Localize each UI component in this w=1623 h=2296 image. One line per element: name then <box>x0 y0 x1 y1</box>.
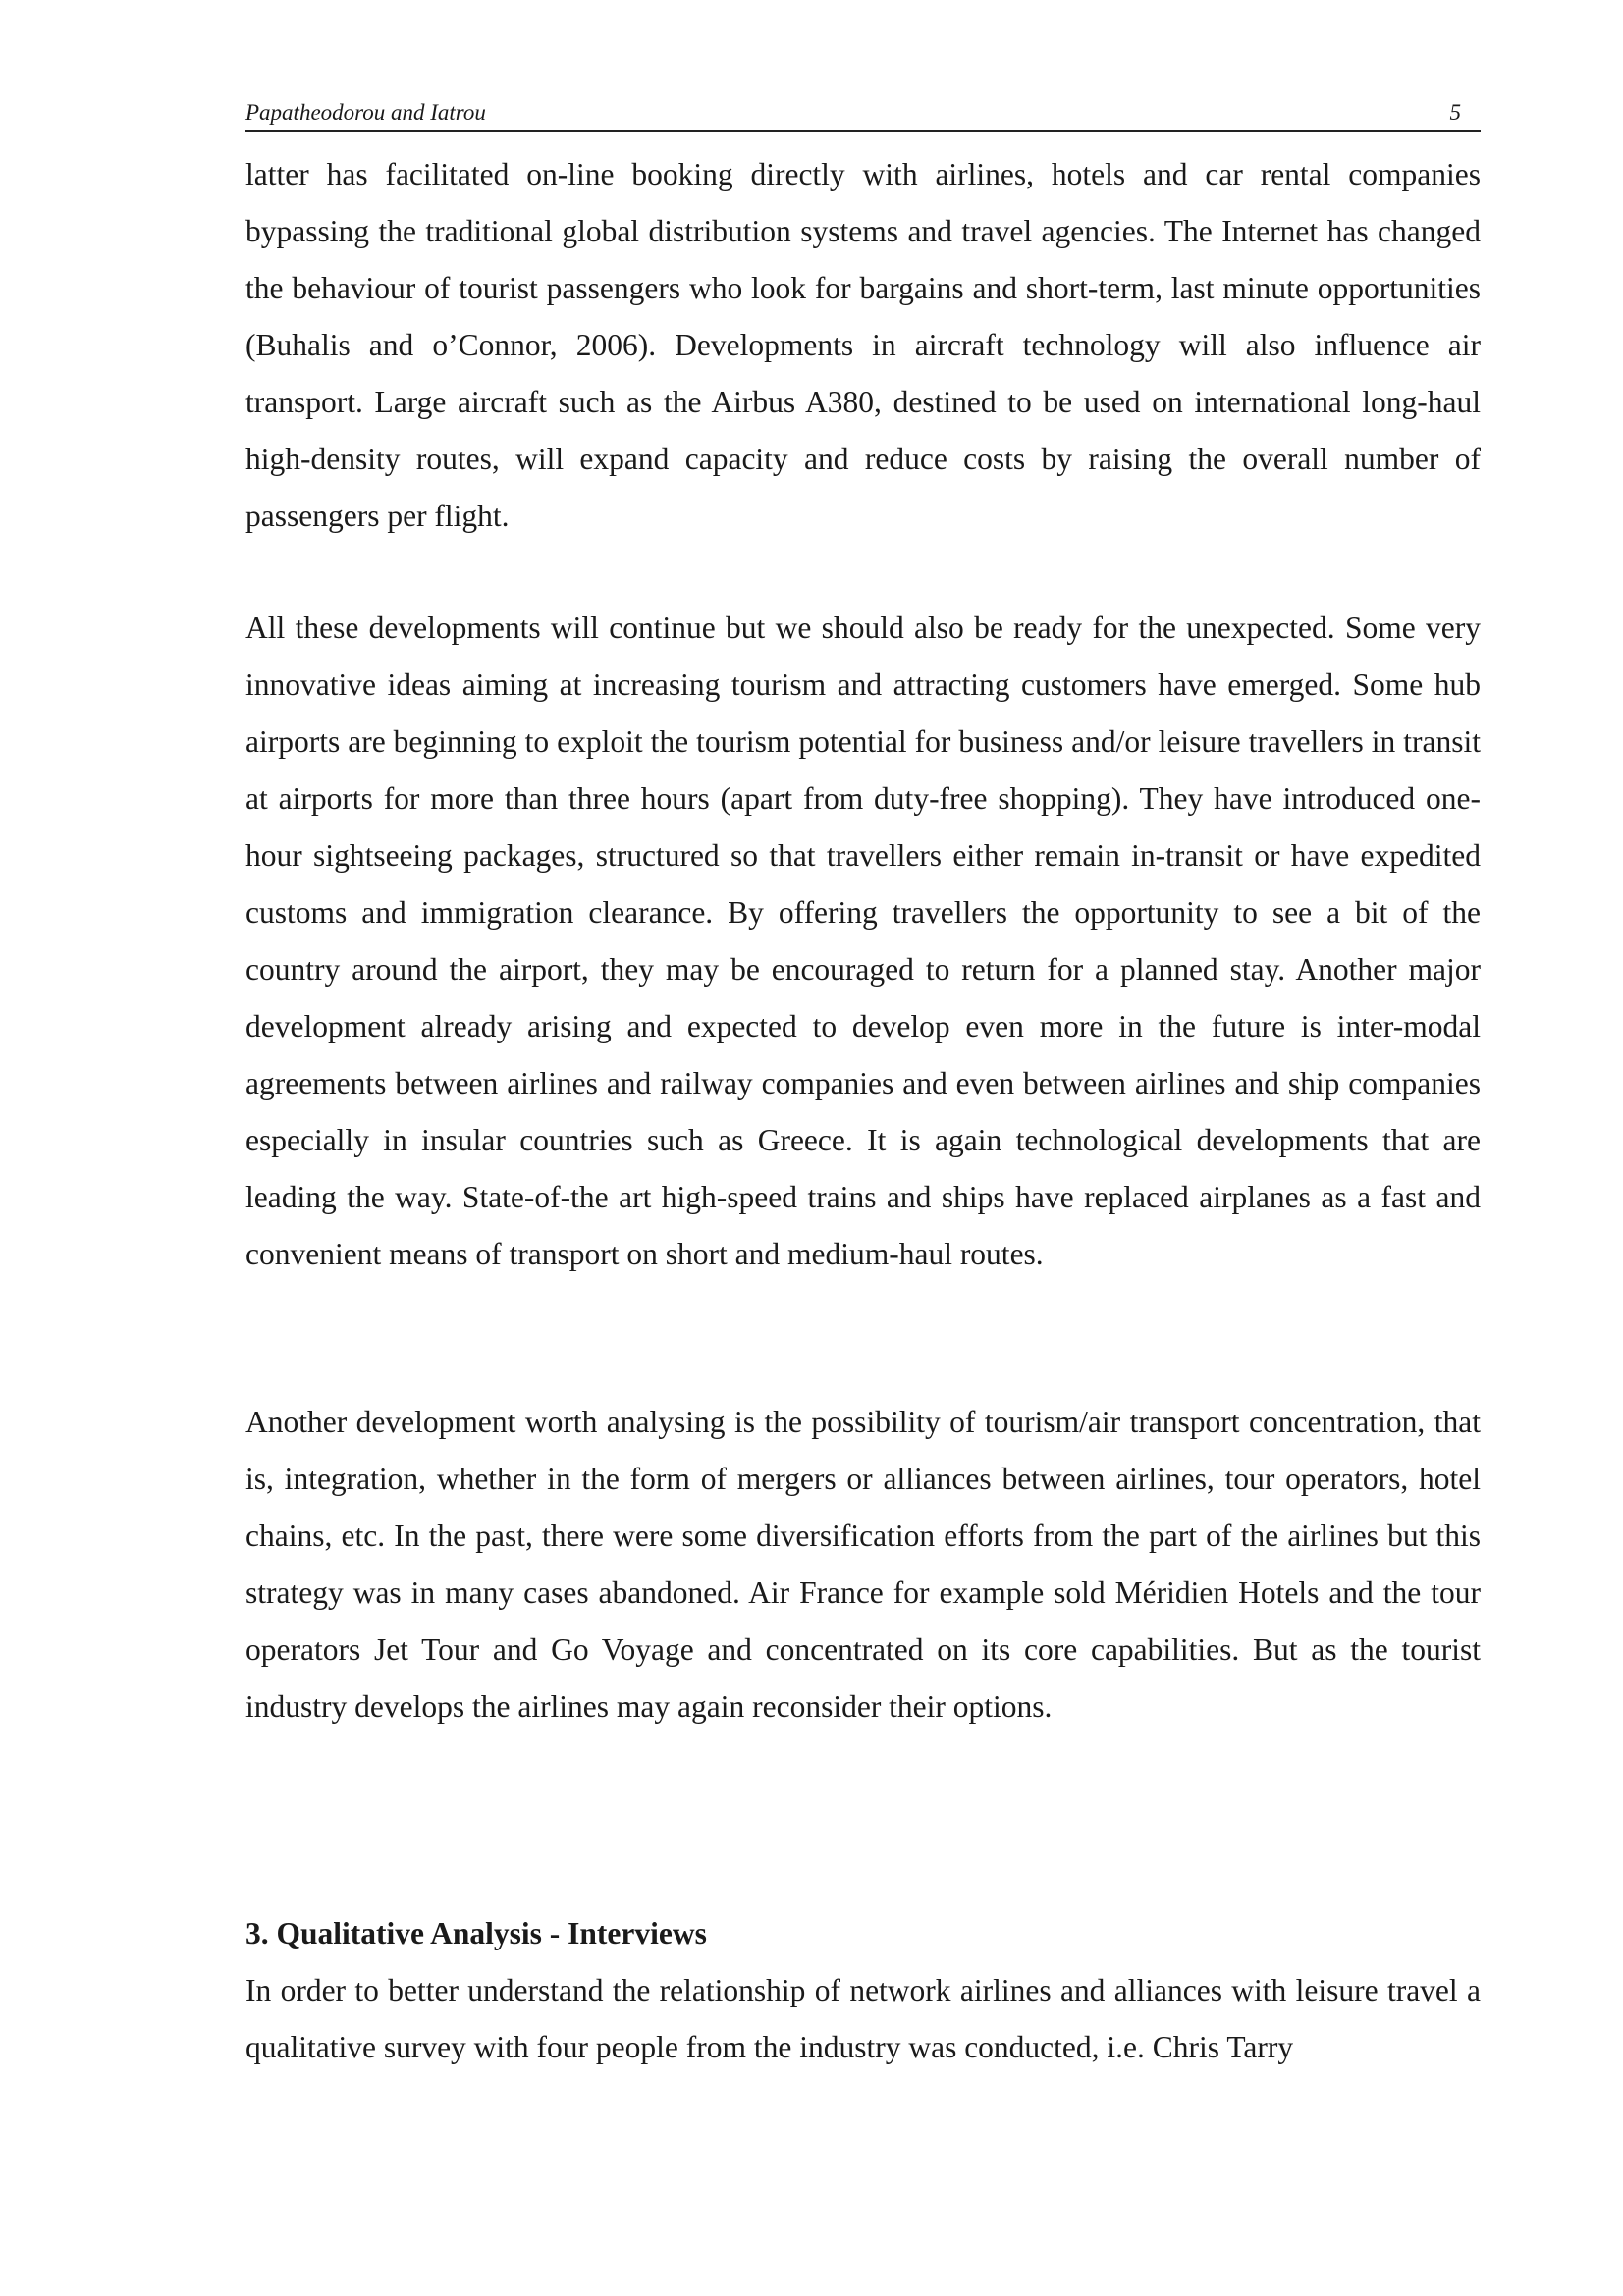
header-author: Papatheodorou and Iatrou <box>245 100 486 125</box>
paragraph-2: All these developments will continue but we should also be ready for the unexpected. Some very innovative ideas aiming at increasing tourism and attracting customers have emerged. Some hub airports are beginning to exploit the tourism potential for business and/or leisure travellers in transit at airports for more than three hours (apart from duty-free shopping). They have introduced one-hour sightseeing packages, structured so that travellers either remain in-transit or have expedited customs and immigration clearance. By offering travellers the opportunity to see a bit of the country around the airport, they may be encouraged to return for a planned stay. Another major development already arising and expected to develop even more in the future is inter-modal agreements between airlines and railway companies and even between airlines and ship companies especially in insular countries such as Greece. It is again technological developments that are leading the way. State-of-the art high-speed trains and ships have replaced airplanes as a fast and convenient means of transport on short and medium-haul routes. <box>245 611 1481 1271</box>
section-heading: 3. Qualitative Analysis - Interviews <box>245 1916 707 1950</box>
paragraph-3: Another development worth analysing is the possibility of tourism/air transport concentration, that is, integration, whether in the form of mergers or alliances between airlines, tour operators, hotel chains, etc. In the past, there were some diversification efforts from the part of the airlines but this strategy was in many cases abandoned. Air France for example sold Méridien Hotels and the tour operators Jet Tour and Go Voyage and concentrated on its core capabilities. But as the tourist industry develops the airlines may again reconsider their options. <box>245 1405 1481 1724</box>
section-paragraph: In order to better understand the relationship of network airlines and alliances with leisure travel a qualitative survey with four people from the industry was conducted, i.e. Chris Tarry <box>245 1973 1481 2064</box>
paragraph-1: latter has facilitated on-line booking directly with airlines, hotels and car rental companies bypassing the traditional global distribution systems and travel agencies. The Internet has changed the behaviour of tourist passengers who look for bargains and short-term, last minute opportunities (Buhalis and o’Connor, 2006). Developments in aircraft technology will also influence air transport. Large aircraft such as the Airbus A380, destined to be used on international long-haul high-density routes, will expand capacity and reduce costs by raising the overall number of passengers per flight. <box>245 157 1481 533</box>
page-number: 5 <box>1449 100 1461 125</box>
running-header <box>245 96 1481 132</box>
